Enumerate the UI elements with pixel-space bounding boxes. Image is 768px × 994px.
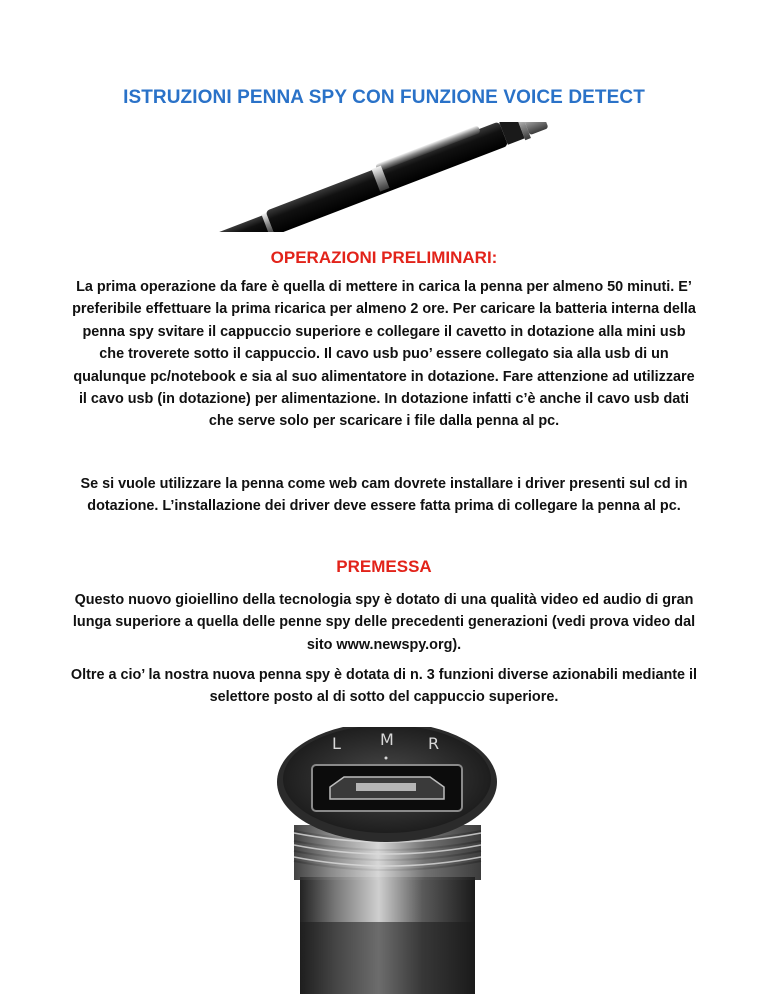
selector-label-m: M <box>380 730 394 749</box>
paragraph-quality: Questo nuovo gioiellino della tecnologia spy è dotato di una qualità video ed audio di gran lunga superiore a quella delle penne spy delle precedenti generazioni (vedi prova video dal sito www.newspy.org). <box>72 592 696 653</box>
section-heading-premessa: PREMESSA <box>336 557 432 576</box>
selector-label-l: L <box>332 734 341 753</box>
selector-photo <box>260 727 515 994</box>
paragraph-functions: Oltre a cio’ la nostra nuova penna spy è dotata di n. 3 funzioni diverse azionabili mediante il selettore posto al di sotto del cappuccio superiore. <box>70 667 698 706</box>
paragraph-charging: La prima operazione da fare è quella di mettere in carica la penna per almeno 50 minuti. E’ preferibile effettuare la prima ricarica per almeno 2 ore. Per caricare la batteria interna della penna spy svitare il cappuccio superiore e collegare il cavetto in dotazione alla mini usb che troverete sotto il cappuccio. Il cavo usb puo’ essere collegato sia alla usb di un qualunque pc/notebook e sia al suo alimentatore in dotazione. Fare attenzione ad utilizzare il cavo usb (in dotazione) per alimentazione. In dotazione infatti c’è anche il cavo usb dati che serve solo per scaricare i file dalla penna al pc. <box>72 279 696 430</box>
selector-label-r: R <box>428 734 440 753</box>
section-heading-preliminary: OPERAZIONI PRELIMINARI: <box>270 248 498 267</box>
document-title: ISTRUZIONI PENNA SPY CON FUNZIONE VOICE DETECT <box>123 87 645 108</box>
paragraph-webcam: Se si vuole utilizzare la penna come web cam dovrete installare i driver presenti sul cd in dotazione. L’installazione dei driver deve essere fatta prima di collegare la penna al pc. <box>80 476 688 515</box>
spy-pen-image <box>160 122 605 232</box>
